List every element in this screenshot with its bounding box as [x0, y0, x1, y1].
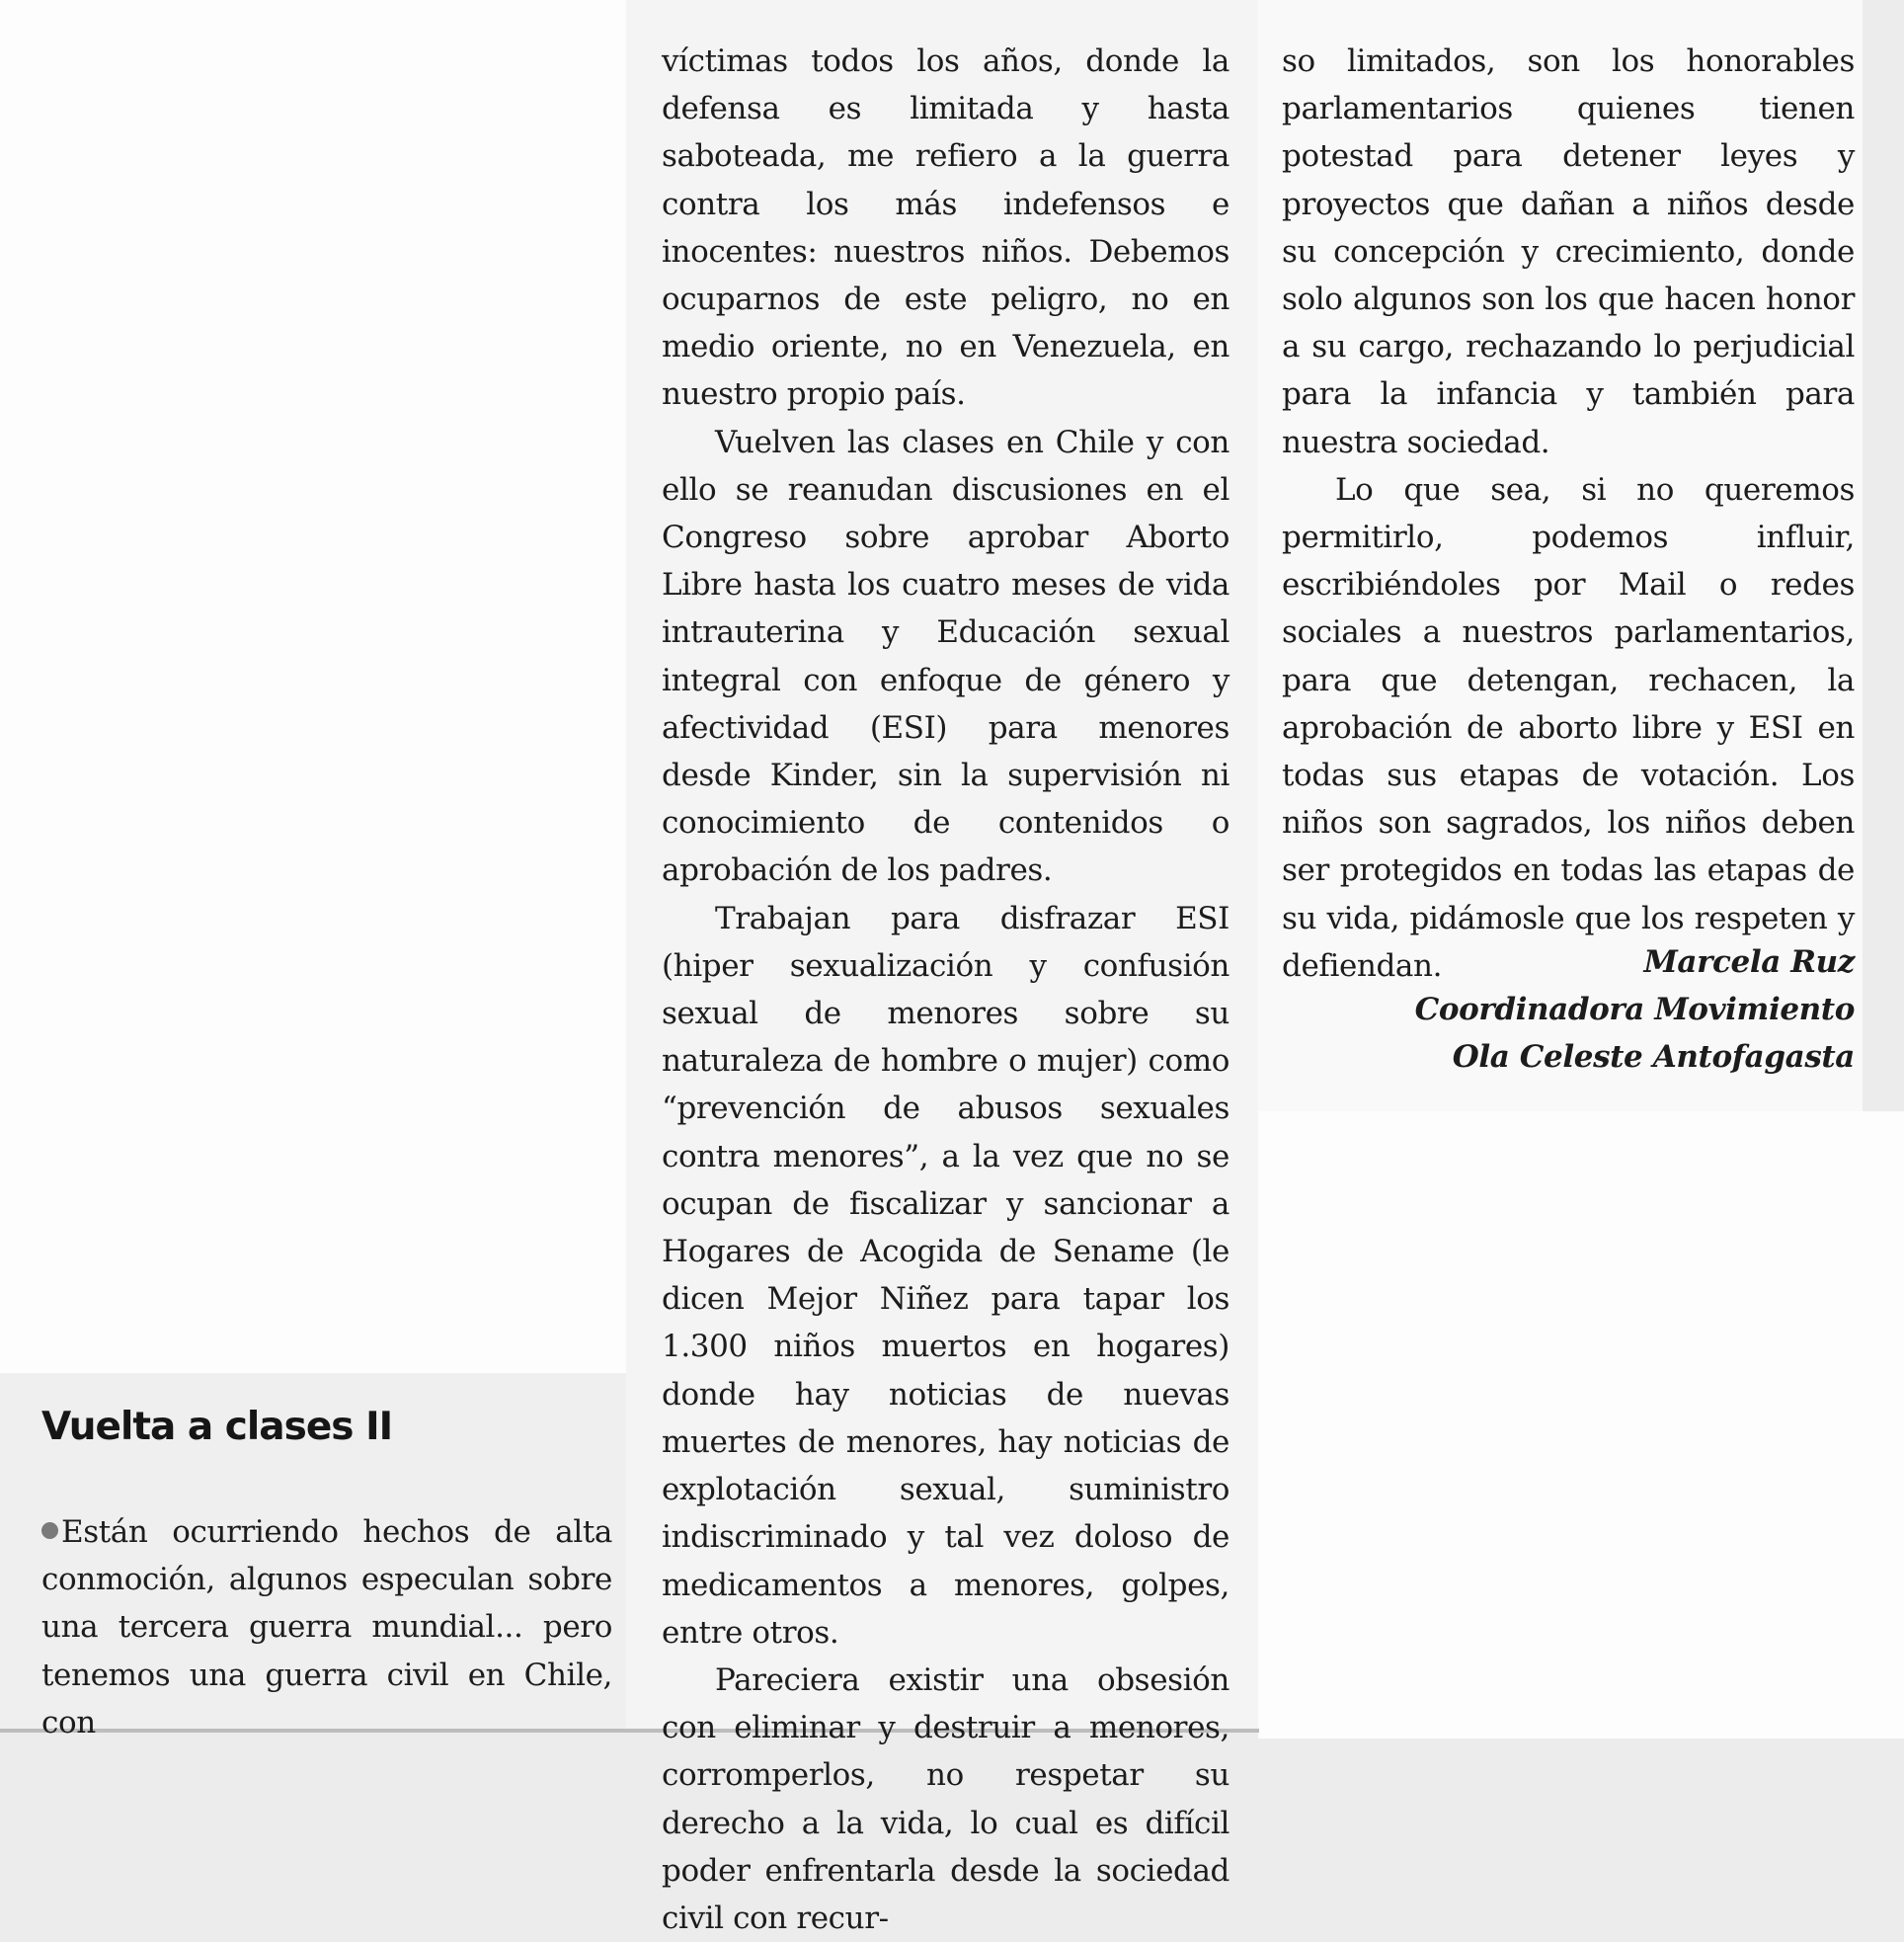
- signature-role: Coordinadora Movimiento: [1414, 992, 1855, 1028]
- paragraph-right-2: Lo que sea, si no queremos permitirlo, podemos influir, escribiéndoles por Mail o redes sociales a nuestros parlamentarios, para que detengan, rechacen, la aprobación de aborto libre y ESI en todas sus etapas de votación. Los niños son sagrados, los niños deben ser protegidos en todas las etapas de su vida, pidámosle que los respeten y defiendan.: [1282, 471, 1855, 984]
- paragraph-right-1: so limitados, son los honorables parlamentarios quienes tienen potestad para detener leyes y proyectos que dañan a niños desde su concepción y crecimiento, donde solo algunos son los que hacen honor a su cargo, rechazando lo perjudicial para la infancia y también para nuestra sociedad.: [1282, 43, 1855, 460]
- signature-block: [1282, 938, 1855, 1082]
- signature-name: Marcela Ruz: [1643, 944, 1855, 980]
- right-panel-bottom: [1258, 1111, 1904, 1739]
- paragraph-middle-1: víctimas todos los años, donde la defensa es limitada y hasta saboteada, me refiero a la guerra contra los más indefensos e inocentes: nuestros niños. Debemos ocuparnos de este peligro, no en medio oriente, no en Venezuela, en nuestro propio país.: [662, 43, 1230, 413]
- article-title: Vuelta a clases II: [41, 1405, 393, 1449]
- paragraph-middle-3: Trabajan para disfrazar ESI (hiper sexualización y confusión sexual de menores sobre su naturaleza de hombre o mujer) como “prevención de abusos sexuales contra menores”, a la vez que no se ocupan de fiscalizar y sancionar a Hogares de Acogida de Sename (le dicen Mejor Niñez para tapar los 1.300 niños muertos en hogares) donde hay noticias de nuevas muertes de menores, hay noticias de explotación sexual, suministro indiscriminado y tal vez doloso de medicamentos a menores, golpes, entre otros.: [662, 900, 1230, 1651]
- paragraph-left-1-text: Están ocurriendo hechos de alta conmoción, algunos especulan sobre una tercera guerra mundial... pero tenemos una guerra civil en Chile, con: [41, 1514, 612, 1740]
- column-right: [1282, 38, 1855, 990]
- paragraph-left-1: [41, 1508, 612, 1746]
- column-middle: [662, 38, 1230, 1942]
- left-panel-top: [0, 0, 626, 1373]
- signature-org: Ola Celeste Antofagasta: [1452, 1039, 1855, 1076]
- paragraph-middle-4: Pareciera existir una obsesión con eliminar y destruir a menores, corromperlos, no respetar su derecho a la vida, lo cual es difícil poder enfrentarla desde la sociedad civil con recur-: [662, 1661, 1230, 1936]
- paragraph-middle-2: Vuelven las clases en Chile y con ello se reanudan discusiones en el Congreso sobre aprobar Aborto Libre hasta los cuatro meses de vida intrauterina y Educación sexual integral con enfoque de género y afectividad (ESI) para menores desde Kinder, sin la supervisión ni conocimiento de contenidos o aprobación de los padres.: [662, 424, 1230, 889]
- column-left: [41, 1508, 612, 1746]
- bullet-dot-icon: [41, 1522, 58, 1539]
